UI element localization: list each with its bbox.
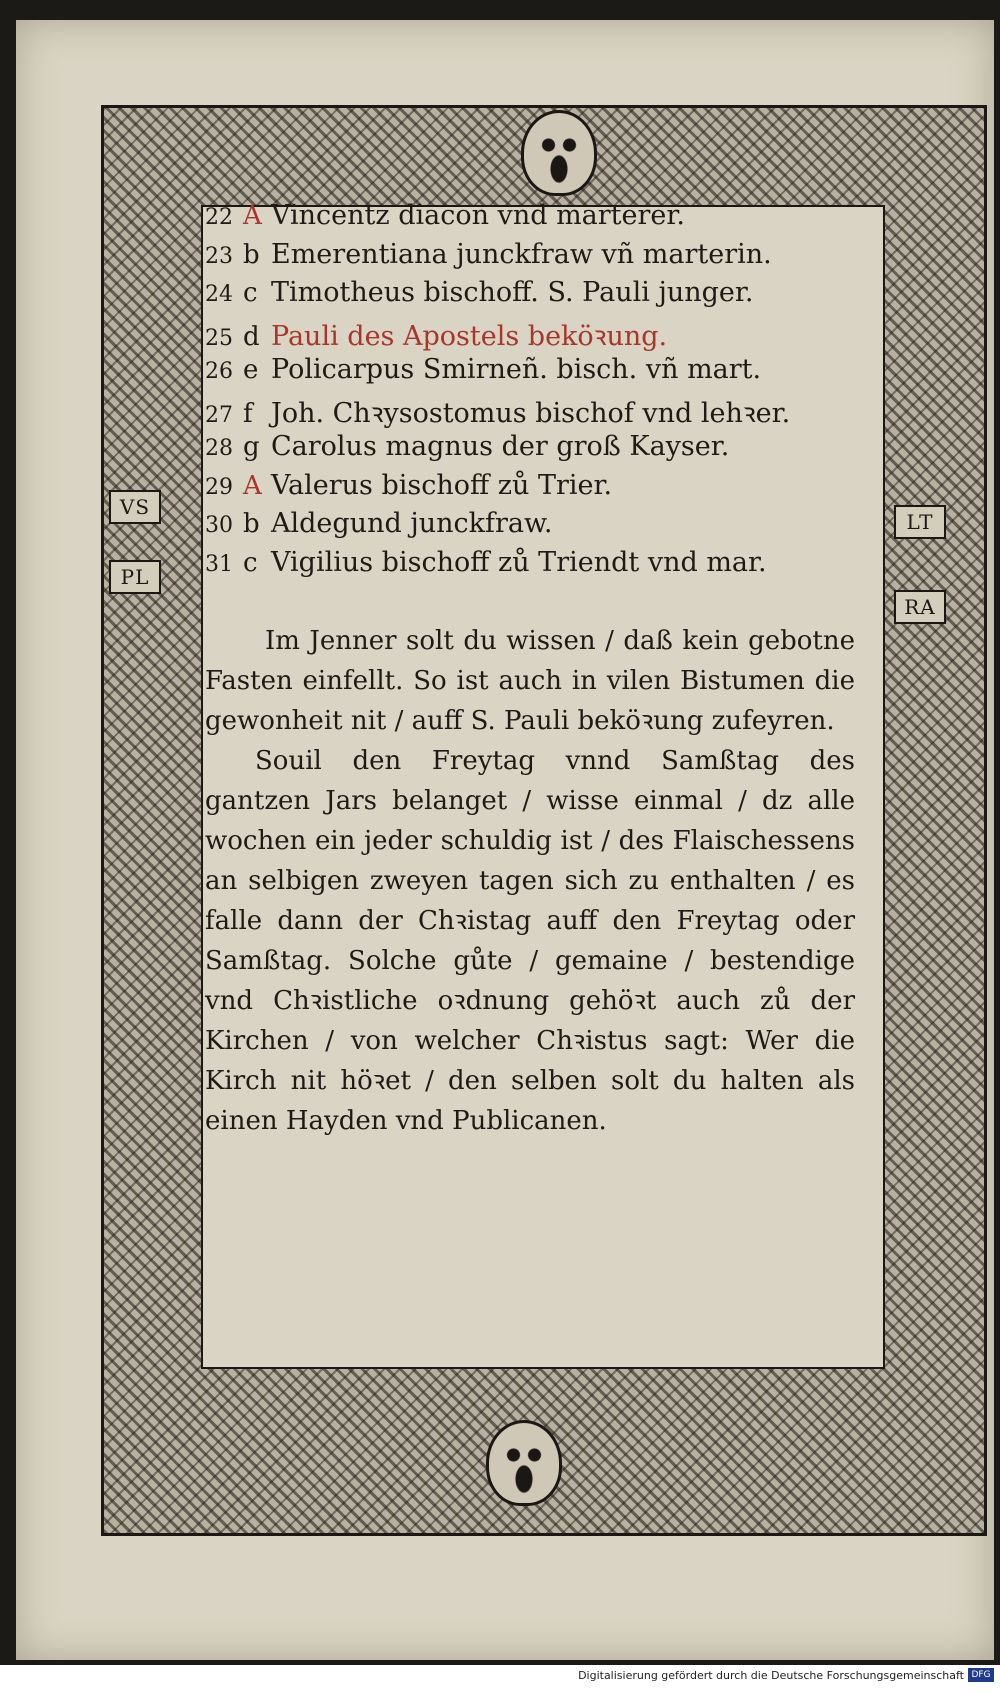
calendar-dominical-letter: A [243, 470, 262, 501]
calendar-dominical-letter: f [243, 398, 253, 429]
left-pillar-banner-lower: PL [109, 560, 161, 594]
calendar-day-number: 22 [205, 205, 233, 230]
calendar-saint-name: Carolus magnus der groß Kayser. [271, 431, 730, 462]
bottom-mask-ornament [486, 1420, 562, 1506]
calendar-dominical-letter: g [243, 432, 260, 462]
calendar-list [205, 200, 855, 585]
calendar-dominical-letter: d [243, 321, 260, 352]
calendar-saint-name: Pauli des Apostels beköꝛung. [271, 320, 668, 352]
calendar-saint-name: Aldegund junckfraw. [271, 508, 553, 539]
calendar-dominical-letter: e [243, 355, 259, 385]
calendar-saint-name: Timotheus bischoff. S. Pauli junger. [271, 277, 754, 308]
calendar-day-number: 27 [205, 402, 233, 428]
calendar-day-number: 29 [205, 474, 233, 500]
calendar-row [205, 354, 855, 393]
right-pillar-banner-lower: RA [894, 590, 946, 624]
calendar-dominical-letter: b [243, 239, 260, 270]
calendar-day-number: 25 [205, 325, 233, 351]
calendar-row [205, 239, 855, 278]
top-mask-ornament [521, 110, 597, 196]
calendar-row [205, 431, 855, 470]
calendar-day-number: 23 [205, 243, 233, 269]
calendar-row [205, 547, 855, 586]
calendar-saint-name: Joh. Chꝛysostomus bischof vnd lehꝛer. [271, 397, 791, 429]
calendar-row [205, 200, 855, 239]
calendar-row [205, 316, 855, 355]
calendar-day-number: 28 [205, 436, 233, 461]
calendar-day-number: 24 [205, 282, 233, 307]
calendar-saint-name: Policarpus Smirneñ. bisch. vñ mart. [271, 354, 762, 385]
calendar-dominical-letter: b [243, 509, 260, 539]
calendar-saint-name: Emerentiana junckfraw vñ marterin. [271, 238, 772, 270]
digitization-footer [0, 1665, 1000, 1693]
calendar-row [205, 393, 855, 432]
calendar-day-number: 30 [205, 513, 233, 538]
dfg-logo: DFG [968, 1668, 994, 1682]
calendar-row [205, 277, 855, 316]
paragraph-jenner: Im Jenner solt du wissen / daß kein gebotne Fasten einfellt. So ist auch in vilen Bistumen die gewonheit nit / auff S. Pauli beköꝛung zufeyren. [205, 626, 855, 736]
calendar-saint-name: Vincentz diacon vnd marterer. [271, 200, 685, 231]
calendar-dominical-letter: A [243, 201, 262, 231]
calendar-saint-name: Vigilius bischoff zů Triendt vnd mar. [271, 546, 767, 578]
page-content [205, 200, 855, 1141]
calendar-saint-name: Valerus bischoff zů Trier. [271, 469, 613, 501]
calendar-day-number: 26 [205, 359, 233, 384]
calendar-dominical-letter: c [243, 278, 258, 308]
footer-credit: Digitalisierung gefördert durch die Deutsche Forschungsgemeinschaft [578, 1669, 964, 1682]
calendar-row [205, 470, 855, 509]
calendar-dominical-letter: c [243, 547, 258, 578]
right-pillar-banner-upper: LT [894, 505, 946, 539]
calendar-day-number: 31 [205, 551, 233, 577]
paragraph-freytag: Souil den Freytag vnnd Samßtag des gantzen Jars belanget / wisse einmal / dz alle wochen ein jeder schuldig ist / des Flaischessens an selbigen zweyen tagen sich zu enthalten / es falle dann der Chꝛistag auff den Freytag oder Samßtag. Solche gůte / gemaine / bestendige vnd Chꝛistliche oꝛdnung gehöꝛt auch zů der Kirchen / von welcher Chꝛistus sagt: Wer die Kirch nit höꝛet / den selben solt du halten als einen Hayden vnd Publicanen. [205, 746, 855, 1136]
left-pillar-banner-upper: VS [109, 490, 161, 524]
calendar-row [205, 508, 855, 547]
